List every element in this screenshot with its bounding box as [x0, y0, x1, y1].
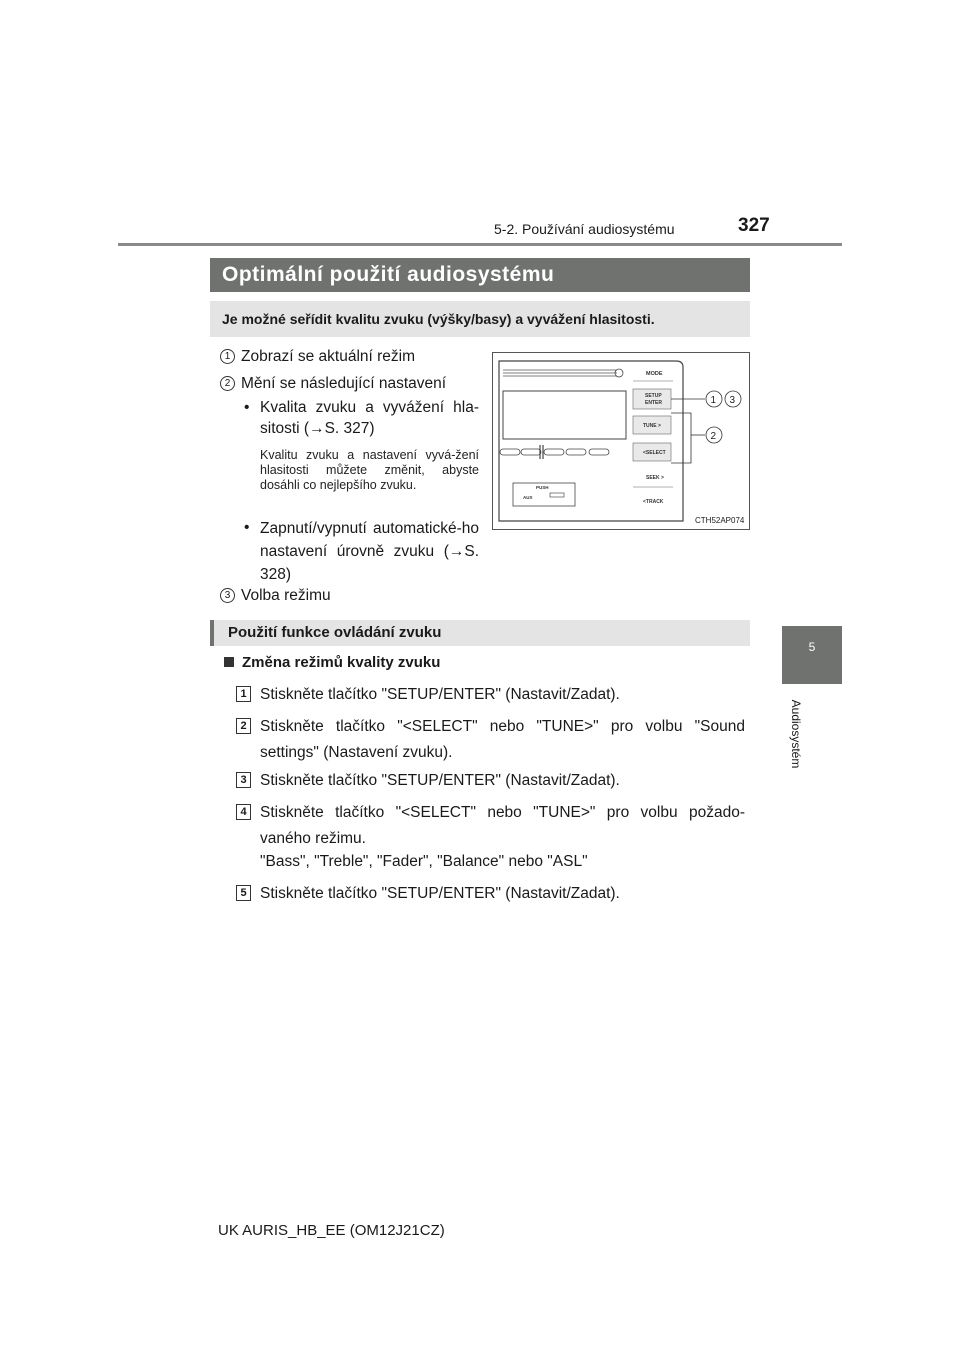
step-extra-text: "Bass", "Treble", "Fader", "Balance" nebo "ASL" — [260, 853, 588, 870]
select-button-label: <SELECT — [643, 450, 666, 456]
step-number-box: 3 — [236, 772, 251, 788]
step-text: Stiskněte tlačítko "SETUP/ENTER" (Nastavit/Zadat). — [260, 885, 620, 902]
mode-heading — [224, 654, 440, 671]
step-text: Stiskněte tlačítko "SETUP/ENTER" (Nastavit/Zadat). — [260, 772, 620, 789]
step-text: Stiskněte tlačítko "<SELECT" nebo "TUNE>" pro volbu požado-vaného režimu. — [260, 804, 745, 847]
push-label: PUSH — [536, 485, 549, 490]
bullet-item-2 — [244, 517, 479, 586]
bullet-text: Zapnutí/vypnutí automatické-ho nastavení úrovně zvuku (→S. 328) — [260, 520, 479, 583]
tune-button-label: TUNE > — [643, 423, 661, 429]
bullet-dot: • — [244, 399, 250, 416]
callout-item-1 — [220, 348, 415, 366]
step-text: Stiskněte tlačítko "SETUP/ENTER" (Nastavit/Zadat). — [260, 686, 620, 703]
page-number: 327 — [738, 215, 770, 236]
usb-icon — [550, 493, 564, 497]
audio-unit-figure — [492, 352, 750, 530]
callout-item-3 — [220, 587, 331, 605]
header-rule — [118, 243, 842, 246]
mode-heading-text: Změna režimů kvality zvuku — [242, 654, 441, 671]
callout-leaders — [671, 391, 741, 463]
track-button-label: <TRACK — [643, 499, 664, 505]
step-text: Stiskněte tlačítko "<SELECT" nebo "TUNE>" pro volbu "Sound settings" (Nastavení zvuku). — [260, 718, 745, 761]
callout-text: Volba režimu — [241, 587, 331, 604]
callout-circle-3-label: 3 — [729, 395, 736, 406]
chapter-tab[interactable] — [782, 626, 842, 684]
preset-buttons — [500, 445, 609, 459]
enter-button-label: ENTER — [645, 400, 662, 406]
chapter-label — [788, 690, 804, 780]
subsection-header: Použití funkce ovládání zvuku — [210, 620, 750, 646]
audio-unit-drawing — [493, 353, 751, 531]
step-number-box: 1 — [236, 686, 251, 702]
intro-box: Je možné seřídit kvalitu zvuku (výšky/basy) a vyvážení hlasitosti. — [210, 301, 750, 337]
header-section-title: 5-2. Používání audiosystému — [494, 221, 675, 237]
callout-text: Mění se následující nastavení — [241, 375, 447, 392]
step-number-box: 4 — [236, 804, 251, 820]
callout-number: 3 — [220, 588, 235, 603]
bullet-dot: • — [244, 519, 250, 536]
step-number-box: 2 — [236, 718, 251, 734]
chapter-label-text: Audiosystém — [789, 699, 803, 769]
square-bullet-icon — [224, 657, 234, 667]
callout-circle-2-label: 2 — [710, 431, 717, 442]
step-number-box: 5 — [236, 885, 251, 901]
setup-enter-button — [633, 389, 671, 409]
callout-number: 1 — [220, 349, 235, 364]
display-screen — [503, 391, 626, 439]
callout-item-2 — [220, 375, 446, 393]
control-buttons — [633, 371, 673, 505]
seek-button-label: SEEK > — [646, 475, 664, 481]
callout-number: 2 — [220, 376, 235, 391]
setup-button-label: SETUP — [645, 393, 662, 399]
mode-button-label: MODE — [646, 371, 663, 377]
figure-caption: CTH52AP074 — [695, 516, 745, 525]
bullet-text: Kvalita zvuku a vyvážení hla-sitosti (→S. 327) — [260, 399, 479, 437]
footer-model-code: UK AURIS_HB_EE (OM12J21CZ) — [218, 1222, 445, 1239]
section-title: Optimální použití audiosystému — [210, 258, 750, 292]
small-note: Kvalitu zvuku a nastavení vyvá-žení hlasitosti můžete změnit, abyste dosáhli co nejlepšího zvuku. — [260, 448, 479, 492]
chapter-tab-number: 5 — [808, 640, 816, 654]
callout-text: Zobrazí se aktuální režim — [241, 348, 416, 365]
aux-label: AUX — [523, 495, 533, 500]
callout-circle-1-label: 1 — [710, 395, 717, 406]
bullet-item-1 — [244, 397, 479, 439]
